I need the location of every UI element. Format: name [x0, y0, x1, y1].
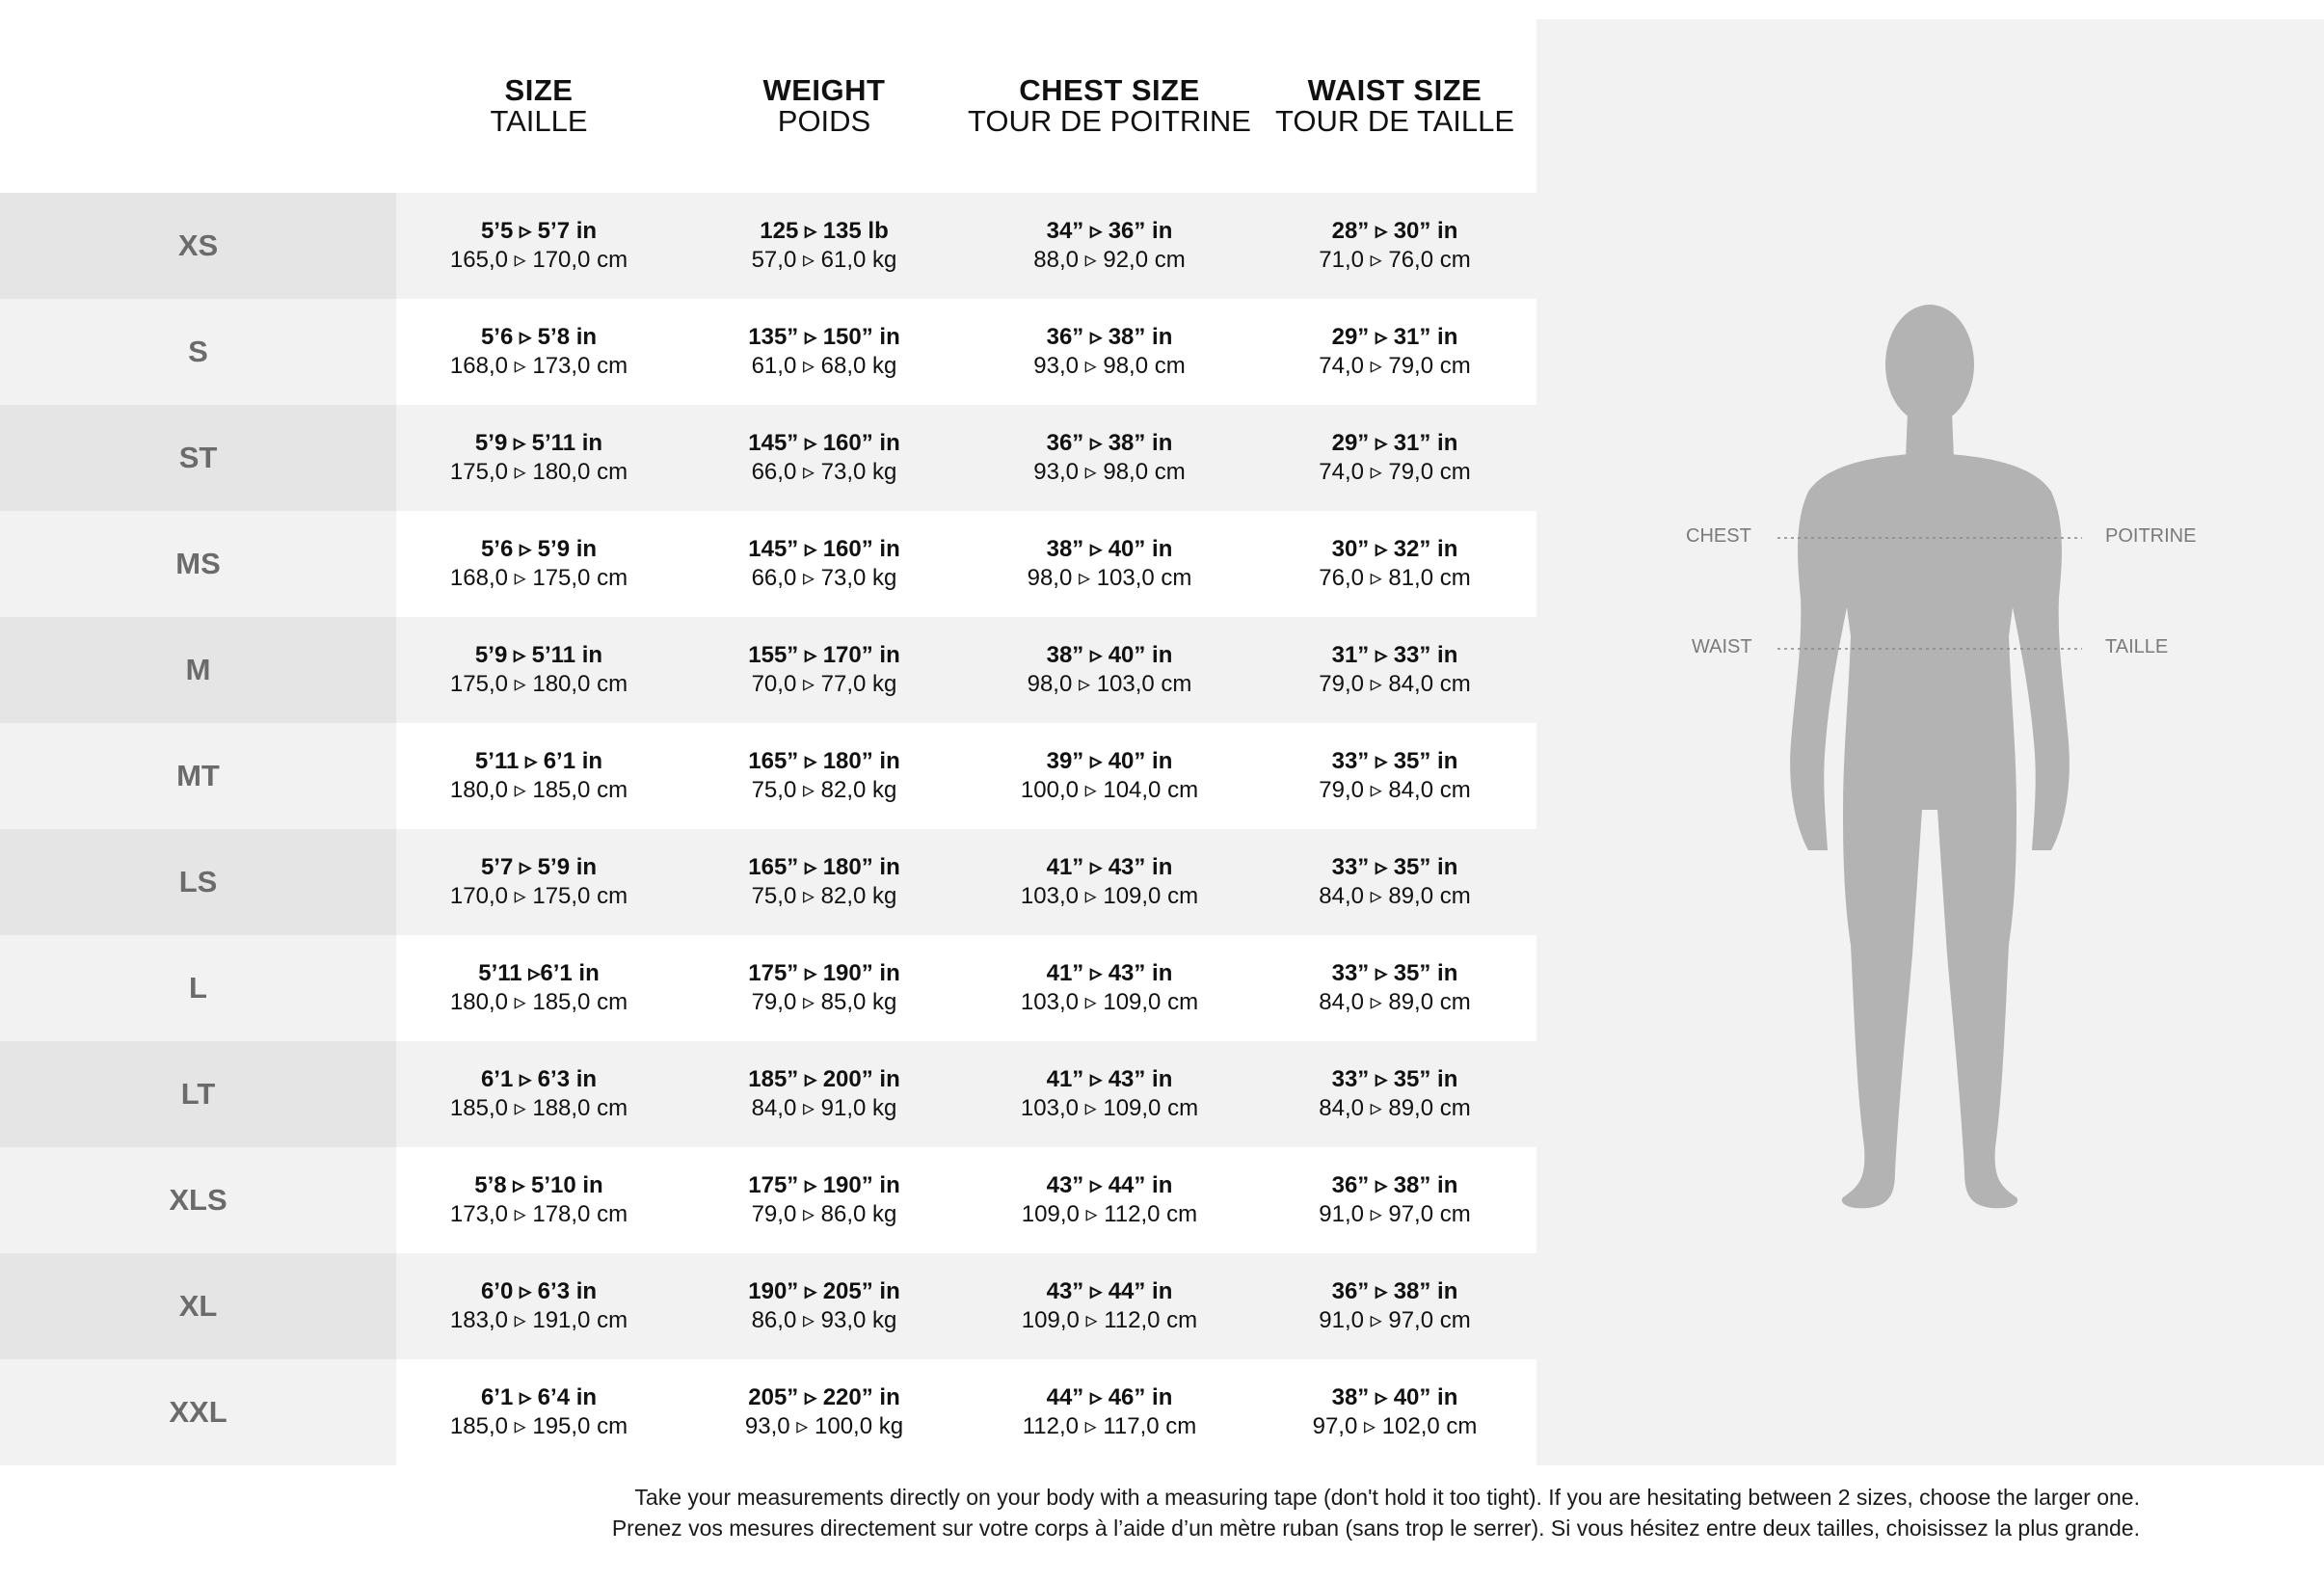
chest-cell	[967, 935, 1252, 1041]
weight-cell	[681, 617, 967, 723]
weight-metric: 75,0 ▹ 82,0 kg	[751, 777, 897, 803]
chest-label-fr: POITRINE	[2105, 525, 2197, 547]
table-row	[0, 935, 1536, 1041]
waist-imperial: 38” ▹ 40” in	[1331, 1384, 1458, 1410]
weight-imperial: 185” ▹ 200” in	[748, 1066, 900, 1092]
size-label: XL	[0, 1253, 396, 1359]
chest-imperial: 34” ▹ 36” in	[1046, 218, 1173, 244]
size-label: XLS	[0, 1147, 396, 1253]
chest-cell	[967, 723, 1252, 829]
chest-cell	[967, 1147, 1252, 1253]
waist-imperial: 29” ▹ 31” in	[1331, 430, 1458, 456]
height-cell	[396, 1041, 681, 1147]
height-metric: 180,0 ▹ 185,0 cm	[449, 777, 628, 803]
chest-metric: 103,0 ▹ 109,0 cm	[1020, 883, 1199, 909]
weight-metric: 86,0 ▹ 93,0 kg	[751, 1307, 897, 1333]
table-row	[0, 723, 1536, 829]
header-waist-fr: TOUR DE TAILLE	[1274, 104, 1515, 138]
waist-imperial: 29” ▹ 31” in	[1331, 324, 1458, 350]
table-row	[0, 1041, 1536, 1147]
footnote	[482, 1482, 2140, 1543]
height-imperial: 6’0 ▹ 6’3 in	[480, 1278, 598, 1304]
chest-imperial: 41” ▹ 43” in	[1046, 960, 1173, 986]
chest-metric: 98,0 ▹ 103,0 cm	[1027, 671, 1192, 697]
weight-imperial: 145” ▹ 160” in	[748, 536, 900, 562]
height-cell	[396, 1359, 681, 1465]
height-imperial: 5’5 ▹ 5’7 in	[480, 218, 598, 244]
weight-cell	[681, 935, 967, 1041]
waist-label-en: WAIST	[1692, 636, 1752, 657]
table-row	[0, 1359, 1536, 1465]
waist-metric: 71,0 ▹ 76,0 cm	[1319, 247, 1471, 273]
header-size	[396, 75, 681, 137]
height-cell	[396, 829, 681, 935]
size-label: XS	[0, 193, 396, 299]
chest-metric: 103,0 ▹ 109,0 cm	[1020, 989, 1199, 1015]
weight-metric: 84,0 ▹ 91,0 kg	[751, 1095, 897, 1121]
waist-cell	[1252, 511, 1537, 617]
height-metric: 173,0 ▹ 178,0 cm	[449, 1201, 628, 1227]
height-imperial: 5’7 ▹ 5’9 in	[480, 854, 598, 880]
height-imperial: 5’9 ▹ 5’11 in	[474, 430, 603, 456]
weight-imperial: 145” ▹ 160” in	[748, 430, 900, 456]
height-cell	[396, 511, 681, 617]
size-label: MT	[0, 723, 396, 829]
height-cell	[396, 723, 681, 829]
waist-imperial: 33” ▹ 35” in	[1331, 854, 1458, 880]
size-label: MS	[0, 511, 396, 617]
height-imperial: 5’11 ▹6’1 in	[478, 960, 600, 986]
weight-cell	[681, 1359, 967, 1465]
height-metric: 170,0 ▹ 175,0 cm	[449, 883, 628, 909]
weight-imperial: 175” ▹ 190” in	[748, 1172, 900, 1198]
chest-imperial: 41” ▹ 43” in	[1046, 854, 1173, 880]
chest-cell	[967, 193, 1252, 299]
waist-cell	[1252, 1041, 1537, 1147]
footnote-fr: Prenez vos mesures directement sur votre corps à l’aide d’un mètre ruban (sans trop le serrer). Si vous hésitez entre deux tailles, choisissez la plus grande.	[611, 1515, 2140, 1541]
height-metric: 175,0 ▹ 180,0 cm	[449, 459, 628, 485]
waist-label-fr: TAILLE	[2105, 636, 2169, 657]
height-cell	[396, 299, 681, 405]
weight-metric: 66,0 ▹ 73,0 kg	[751, 459, 897, 485]
size-label: S	[0, 299, 396, 405]
footnote-en: Take your measurements directly on your body with a measuring tape (don't hold it too tight). If you are hesitating between 2 sizes, choose the larger one.	[634, 1485, 2140, 1510]
waist-metric: 97,0 ▹ 102,0 cm	[1312, 1413, 1478, 1439]
waist-metric: 74,0 ▹ 79,0 cm	[1319, 459, 1471, 485]
table-row	[0, 617, 1536, 723]
waist-imperial: 33” ▹ 35” in	[1331, 960, 1458, 986]
chest-cell	[967, 617, 1252, 723]
chest-cell	[967, 1041, 1252, 1147]
height-metric: 180,0 ▹ 185,0 cm	[449, 989, 628, 1015]
height-imperial: 5’11 ▹ 6’1 in	[474, 748, 603, 774]
chest-imperial: 43” ▹ 44” in	[1046, 1172, 1173, 1198]
height-imperial: 5’8 ▹ 5’10 in	[474, 1172, 603, 1198]
weight-cell	[681, 405, 967, 511]
waist-imperial: 28” ▹ 30” in	[1331, 218, 1458, 244]
size-label: ST	[0, 405, 396, 511]
chest-cell	[967, 1359, 1252, 1465]
waist-metric: 91,0 ▹ 97,0 cm	[1319, 1307, 1471, 1333]
waist-cell	[1252, 617, 1537, 723]
weight-metric: 66,0 ▹ 73,0 kg	[751, 565, 897, 591]
header-waist	[1252, 75, 1537, 137]
header-size-fr: TAILLE	[490, 104, 588, 138]
table-header	[0, 0, 1536, 193]
waist-metric: 76,0 ▹ 81,0 cm	[1319, 565, 1471, 591]
weight-imperial: 165” ▹ 180” in	[748, 748, 900, 774]
height-imperial: 6’1 ▹ 6’3 in	[480, 1066, 598, 1092]
chest-imperial: 39” ▹ 40” in	[1046, 748, 1173, 774]
header-chest	[967, 75, 1252, 137]
waist-metric: 79,0 ▹ 84,0 cm	[1319, 777, 1471, 803]
weight-imperial: 175” ▹ 190” in	[748, 960, 900, 986]
weight-metric: 70,0 ▹ 77,0 kg	[751, 671, 897, 697]
weight-cell	[681, 723, 967, 829]
height-cell	[396, 935, 681, 1041]
chest-cell	[967, 1253, 1252, 1359]
table-row	[0, 1147, 1536, 1253]
weight-metric: 57,0 ▹ 61,0 kg	[751, 247, 897, 273]
size-table	[0, 193, 1536, 1465]
waist-cell	[1252, 723, 1537, 829]
waist-cell	[1252, 193, 1537, 299]
waist-metric: 84,0 ▹ 89,0 cm	[1319, 989, 1471, 1015]
waist-metric: 91,0 ▹ 97,0 cm	[1319, 1201, 1471, 1227]
waist-imperial: 30” ▹ 32” in	[1331, 536, 1458, 562]
header-chest-en: CHEST SIZE	[1019, 73, 1200, 107]
chest-imperial: 38” ▹ 40” in	[1046, 642, 1173, 668]
weight-metric: 93,0 ▹ 100,0 kg	[744, 1413, 904, 1439]
table-row	[0, 829, 1536, 935]
height-imperial: 6’1 ▹ 6’4 in	[480, 1384, 598, 1410]
chest-cell	[967, 299, 1252, 405]
height-metric: 165,0 ▹ 170,0 cm	[449, 247, 628, 273]
height-imperial: 5’6 ▹ 5’8 in	[480, 324, 598, 350]
chest-metric: 93,0 ▹ 98,0 cm	[1033, 353, 1186, 379]
weight-imperial: 205” ▹ 220” in	[748, 1384, 900, 1410]
header-weight-fr: POIDS	[777, 104, 871, 138]
table-row	[0, 193, 1536, 299]
chest-imperial: 36” ▹ 38” in	[1046, 430, 1173, 456]
chest-metric: 98,0 ▹ 103,0 cm	[1027, 565, 1192, 591]
waist-imperial: 31” ▹ 33” in	[1331, 642, 1458, 668]
chest-metric: 109,0 ▹ 112,0 cm	[1021, 1307, 1198, 1333]
weight-imperial: 125 ▹ 135 lb	[760, 218, 889, 244]
chest-cell	[967, 829, 1252, 935]
height-imperial: 5’9 ▹ 5’11 in	[474, 642, 603, 668]
weight-cell	[681, 193, 967, 299]
waist-metric: 84,0 ▹ 89,0 cm	[1319, 1095, 1471, 1121]
height-cell	[396, 405, 681, 511]
weight-imperial: 155” ▹ 170” in	[748, 642, 900, 668]
height-metric: 185,0 ▹ 195,0 cm	[449, 1413, 628, 1439]
weight-imperial: 135” ▹ 150” in	[748, 324, 900, 350]
waist-cell	[1252, 1147, 1537, 1253]
weight-imperial: 165” ▹ 180” in	[748, 854, 900, 880]
header-size-en: SIZE	[504, 73, 574, 107]
height-metric: 175,0 ▹ 180,0 cm	[449, 671, 628, 697]
waist-cell	[1252, 405, 1537, 511]
size-label: LT	[0, 1041, 396, 1147]
size-label: LS	[0, 829, 396, 935]
waist-imperial: 36” ▹ 38” in	[1331, 1172, 1458, 1198]
waist-cell	[1252, 935, 1537, 1041]
waist-imperial: 36” ▹ 38” in	[1331, 1278, 1458, 1304]
height-metric: 185,0 ▹ 188,0 cm	[449, 1095, 628, 1121]
height-metric: 183,0 ▹ 191,0 cm	[449, 1307, 628, 1333]
chest-imperial: 41” ▹ 43” in	[1046, 1066, 1173, 1092]
waist-cell	[1252, 829, 1537, 935]
chest-imperial: 36” ▹ 38” in	[1046, 324, 1173, 350]
height-cell	[396, 1253, 681, 1359]
height-metric: 168,0 ▹ 173,0 cm	[449, 353, 628, 379]
weight-cell	[681, 829, 967, 935]
chest-cell	[967, 405, 1252, 511]
header-weight	[681, 75, 967, 137]
header-waist-en: WAIST SIZE	[1307, 73, 1483, 107]
weight-metric: 79,0 ▹ 86,0 kg	[751, 1201, 897, 1227]
body-silhouette-icon	[1790, 305, 2070, 1208]
table-row	[0, 1253, 1536, 1359]
size-label: M	[0, 617, 396, 723]
size-label: XXL	[0, 1359, 396, 1465]
chest-imperial: 43” ▹ 44” in	[1046, 1278, 1173, 1304]
weight-cell	[681, 1147, 967, 1253]
chest-metric: 112,0 ▹ 117,0 cm	[1022, 1413, 1197, 1439]
chest-metric: 93,0 ▹ 98,0 cm	[1033, 459, 1186, 485]
waist-metric: 84,0 ▹ 89,0 cm	[1319, 883, 1471, 909]
waist-cell	[1252, 1359, 1537, 1465]
header-chest-fr: TOUR DE POITRINE	[968, 104, 1251, 138]
weight-metric: 61,0 ▹ 68,0 kg	[751, 353, 897, 379]
chest-metric: 100,0 ▹ 104,0 cm	[1020, 777, 1199, 803]
height-imperial: 5’6 ▹ 5’9 in	[480, 536, 598, 562]
table-row	[0, 511, 1536, 617]
height-cell	[396, 1147, 681, 1253]
chest-metric: 88,0 ▹ 92,0 cm	[1033, 247, 1186, 273]
weight-metric: 75,0 ▹ 82,0 kg	[751, 883, 897, 909]
table-row	[0, 405, 1536, 511]
size-label: L	[0, 935, 396, 1041]
waist-metric: 74,0 ▹ 79,0 cm	[1319, 353, 1471, 379]
chest-cell	[967, 511, 1252, 617]
waist-imperial: 33” ▹ 35” in	[1331, 1066, 1458, 1092]
weight-cell	[681, 1041, 967, 1147]
chest-metric: 109,0 ▹ 112,0 cm	[1021, 1201, 1198, 1227]
header-weight-en: WEIGHT	[762, 73, 886, 107]
height-metric: 168,0 ▹ 175,0 cm	[449, 565, 628, 591]
waist-imperial: 33” ▹ 35” in	[1331, 748, 1458, 774]
weight-imperial: 190” ▹ 205” in	[748, 1278, 900, 1304]
weight-cell	[681, 1253, 967, 1359]
chest-imperial: 44” ▹ 46” in	[1046, 1384, 1173, 1410]
waist-metric: 79,0 ▹ 84,0 cm	[1319, 671, 1471, 697]
waist-cell	[1252, 299, 1537, 405]
height-cell	[396, 193, 681, 299]
chest-label-en: CHEST	[1686, 525, 1751, 547]
weight-metric: 79,0 ▹ 85,0 kg	[751, 989, 897, 1015]
body-figure	[1536, 19, 2324, 1465]
table-row	[0, 299, 1536, 405]
weight-cell	[681, 299, 967, 405]
waist-cell	[1252, 1253, 1537, 1359]
weight-cell	[681, 511, 967, 617]
chest-imperial: 38” ▹ 40” in	[1046, 536, 1173, 562]
chest-metric: 103,0 ▹ 109,0 cm	[1020, 1095, 1199, 1121]
height-cell	[396, 617, 681, 723]
